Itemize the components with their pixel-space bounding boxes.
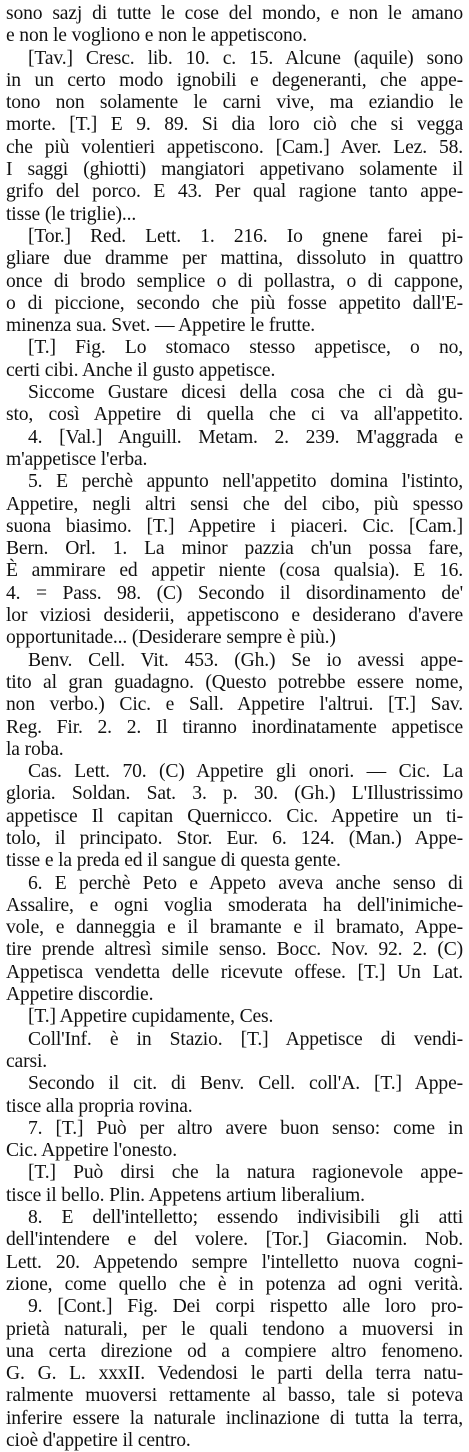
text-line: I saggi (ghiotti) mangiatori appetivano solamente il [6,159,463,181]
text-line: È ammirare ed appetir niente (cosa qualsia). E 16. [6,560,463,582]
text-line: certi cibi. Anche il gusto appetisce. [6,359,276,381]
text-line: la roba. [6,738,64,760]
text-line: sto, così Appetire di quella che ci va all'appetito. [6,404,463,426]
text-line: carsi. [6,1050,47,1072]
text-line: 6. E perchè Peto e Appeto aveva anche senso di [28,872,463,894]
text-line: e non le vogliono e non le appetiscono. [6,25,308,47]
text-line: zione, come quello che è in potenza ad ogni verità. [6,1273,463,1295]
text-line: inferire essere la naturale inclinazione di tutta la terra, [6,1407,463,1429]
text-line: Secondo il cit. di Benv. Cell. coll'A. [T.] Appe- [28,1073,463,1095]
text-line: dell'intendere e del volere. [Tor.] Giacomin. Nob. [6,1229,463,1251]
text-line: Reg. Fir. 2. 2. Il tiranno inordinatamente appetisce [6,716,463,738]
text-line: Coll'Inf. è in Stazio. [T.] Appetisce di vendi- [28,1028,463,1050]
text-line: 7. [T.] Può per altro avere buon senso: come in [28,1117,463,1139]
text-line: o di piccione, secondo che più fosse appetito dall'E- [6,292,463,314]
text-line: G. G. L. xxxII. Vedendosi le parti della terra natu- [6,1363,463,1385]
text-line: una certa direzione od a compiere altro fenomeno. [6,1340,463,1362]
text-line: gliare due dramme per mattina, dissoluto in quattro [6,248,463,270]
text-line: lor viziosi desiderii, appetiscono e desiderano d'avere [6,605,463,627]
text-line: che più volentieri appetiscono. [Cam.] Aver. Lez. 58. [6,136,463,158]
text-line: minenza sua. Svet. — Appetire le frutte. [6,315,316,337]
text-line: Assalire, e ogni voglia smoderata ha dell'inimiche- [6,894,463,916]
text-line: tolo, il principato. Stor. Eur. 6. 124. (Man.) Appe- [6,827,463,849]
text-line: opportunitade... (Desiderare sempre è più.) [6,627,336,649]
text-line: once di brodo semplice o di pollastra, o di cappone, [6,270,463,292]
text-line: m'appetisce l'erba. [6,448,148,470]
text-line: tire prende altresì simile senso. Bocc. Nov. 92. 2. (C) [6,939,463,961]
text-line: morte. [T.] E 9. 89. Si dia loro ciò che si vegga [6,114,463,136]
text-line: sono sazj di tutte le cose del mondo, e non le amano [6,3,463,24]
text-line: Bern. Orl. 1. La minor pazzia ch'un possa fare, [6,538,463,560]
text-line: Lett. 20. Appetendo sempre l'intelletto nuova cogni- [6,1251,463,1273]
text-line: [T.] Può dirsi che la natura ragionevole appe- [28,1162,463,1184]
text-line: ralmente muoversi rettamente al basso, tale si poteva [6,1385,463,1407]
text-line: [Tor.] Red. Lett. 1. 216. Io gnene farei pi- [28,225,463,247]
text-line: Appetire discordie. [6,984,154,1006]
text-line: cioè d'appetire il centro. [6,1430,191,1451]
text-line: [T.] Appetire cupidamente, Ces. [28,1006,274,1028]
text-line: Benv. Cell. Vit. 453. (Gh.) Se io avessi appe- [28,649,463,671]
text-line: suona biasimo. [T.] Appetire i piaceri. Cic. [Cam.] [6,515,463,537]
text-line: non verbo.) Cic. e Sall. Appetire l'altrui. [T.] Sav. [6,694,463,716]
text-line: 5. E perchè appunto nell'appetito domina l'istinto, [28,471,463,493]
text-line: tito al gran guadagno. (Questo potrebbe essere nome, [6,671,463,693]
text-line: tisse e la preda ed il sangue di questa gente. [6,850,341,872]
text-line: in un certo modo ignobili e degeneranti, che appe- [6,69,463,91]
text-line: Appetisca vendetta delle ricevute offese. [T.] Un Lat. [6,961,463,983]
text-line: gloria. Soldan. Sat. 3. p. 30. (Gh.) L'Illustrissimo [6,783,463,805]
text-line: 8. E dell'intelletto; essendo indivisibili gli atti [28,1207,463,1229]
text-line: tisce alla propria rovina. [6,1095,193,1117]
text-line: prietà naturali, per le quali tendono a muoversi in [6,1318,463,1340]
text-line: appetisce Il capitan Quernicco. Cic. Appetire un ti- [6,805,463,827]
text-line: Siccome Gustare dicesi della cosa che ci dà gu- [28,382,463,404]
text-line: grifo del porco. E 43. Per qual ragione tanto appe- [6,181,463,203]
text-line: 4. [Val.] Anguill. Metam. 2. 239. M'aggrada e [28,426,463,448]
text-line: [T.] Fig. Lo stomaco stesso appetisce, o no, [28,337,463,359]
text-line: 9. [Cont.] Fig. Dei corpi rispetto alle loro pro- [28,1296,463,1318]
text-line: Appetire, negli altri sensi che del cibo, più spesso [6,493,463,515]
text-line: tisse (le triglie)... [6,203,137,225]
text-line: 4. = Pass. 98. (C) Secondo il disordinamento de' [6,582,463,604]
text-line: tisce il bello. Plin. Appetens artium liberalium. [6,1184,365,1206]
text-line: tono non solamente le carni vive, ma eziandio le [6,92,463,114]
text-line: [Tav.] Cresc. lib. 10. c. 15. Alcune (aquile) sono [28,47,463,69]
text-line: Cas. Lett. 70. (C) Appetire gli onori. — Cic. La [28,761,463,783]
text-line: Cic. Appetire l'onesto. [6,1140,177,1162]
text-line: vole, e danneggia e il bramante e il bramato, Appe- [6,917,463,939]
